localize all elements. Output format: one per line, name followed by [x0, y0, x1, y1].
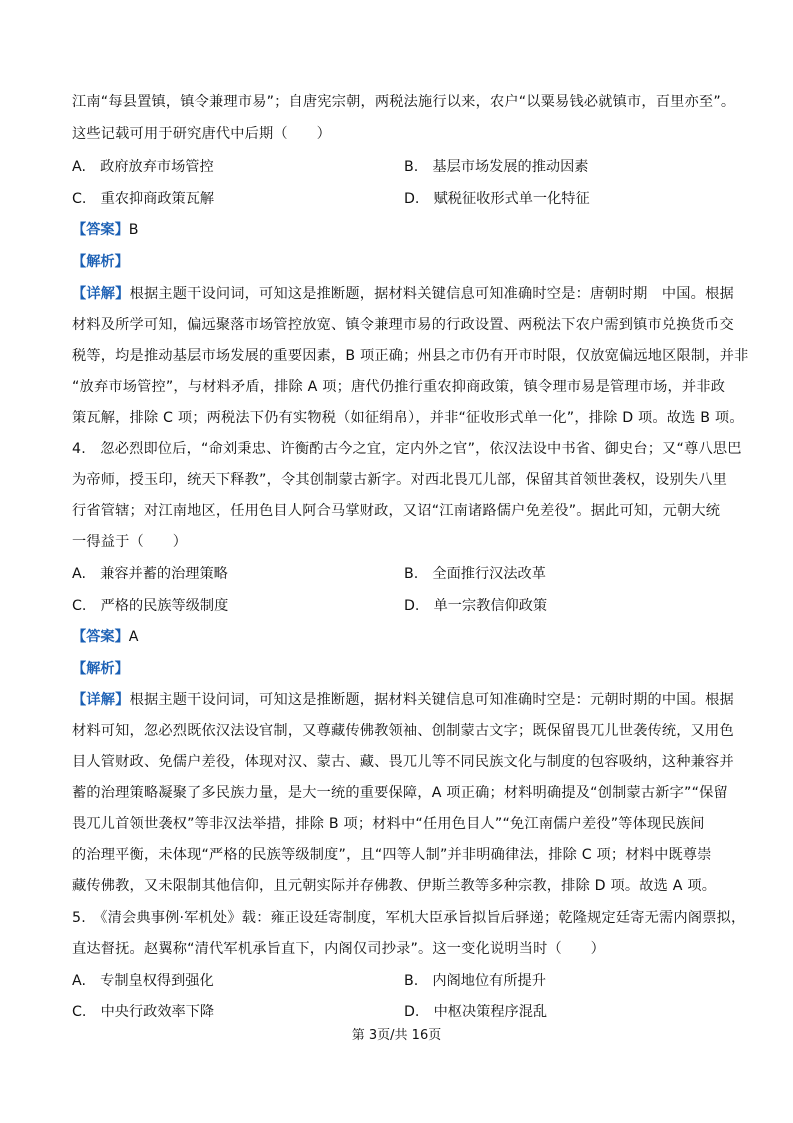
q4-option-c: C. 严格的民族等级制度 [72, 598, 229, 614]
q3-explain-line-1 [72, 284, 734, 304]
q3-stem-line-2: 这些记载可用于研究唐代中后期（ ） [72, 126, 331, 142]
page-footer: 第 3页/共 16页 [351, 1028, 442, 1043]
q3-explain-line-4: “放弃市场管控”，与材料矛盾，排除 A 项；唐代仍推行重农抑商政策，镇令理市易是管理市场，并非政 [72, 379, 726, 395]
q4-explain-text-1: 根据主题干设问词，可知这是推断题，据材料关键信息可知准确时空是：元朝时期的中国。根据 [129, 692, 734, 708]
q4-answer-tag: 【答案】 [72, 629, 129, 645]
q5-stem-line-2: 直达督抚。赵翼称“清代军机承旨直下，内阁仅司抄录”。这一变化说明当时（ ） [72, 941, 606, 957]
q3-answer-tag: 【答案】 [72, 222, 129, 238]
q4-explain-line-3: 目人管财政、免儒户差役，体现对汉、蒙古、藏、畏兀儿等不同民族文化与制度的包容吸纳，这种兼容并 [72, 754, 734, 770]
q3-option-d: D. 赋税征收形式单一化特征 [404, 191, 590, 207]
q3-answer-value: B [128, 222, 139, 238]
q4-option-d: D. 单一宗教信仰政策 [404, 598, 548, 614]
q4-stem-line-2: 为帝师，授玉印，统天下释教”，令其创制蒙古新字。对西北畏兀儿部，保留其首领世袭权，设别失八里 [72, 472, 727, 488]
q5-stem-line-1: 5. 《清会典事例·军机处》载：雍正设廷寄制度，军机大臣承旨拟旨后驿递；乾隆规定廷寄无需内阁票拟， [72, 910, 746, 926]
q3-explain-text-1: 根据主题干设问词，可知这是推断题，据材料关键信息可知准确时空是：唐朝时期 中国。根据 [129, 286, 734, 302]
q3-explain-line-3: 税等，均是推动基层市场发展的重要因素，B 项正确；州县之市仍有开市时限，仅放宽偏远地区限制，并非 [72, 348, 749, 364]
q4-explain-line-4: 蓄的治理策略凝聚了多民族力量，是大一统的重要保障，A 项正确；材料明确提及“创制蒙古新字”“保留 [72, 785, 728, 801]
q4-analysis-tag: 【解析】 [72, 661, 129, 677]
q3-stem-line-1: 江南“每县置镇，镇令兼理市易”；自唐宪宗朝，两税法施行以来，农户“以粟易钱必就镇市，百里亦至”。 [72, 94, 736, 110]
q3-option-a: A. 政府放弃市场管控 [72, 159, 214, 175]
q3-explain-line-2: 材料及所学可知，偏远聚落市场管控放宽、镇令兼理市易的行政设置、两税法下农户需到镇市兑换货币交 [72, 317, 734, 333]
q4-stem-line-1: 4. 忽必烈即位后，“命刘秉忠、许衡酌古今之宜，定内外之官”，依汉法设中书省、御史台；又“尊八思巴 [72, 441, 742, 457]
q5-option-b: B. 内阁地位有所提升 [404, 973, 546, 989]
q4-explain-line-5: 畏兀儿首领世袭权”等非汉法举措，排除 B 项；材料中“任用色目人”“免江南儒户差役”等体现民族间 [72, 816, 705, 832]
q4-explain-line-7: 藏传佛教，又未限制其他信仰，且元朝实际并存佛教、伊斯兰教等多种宗教，排除 D 项。故选 A 项。 [72, 878, 717, 894]
q4-explain-line-1 [72, 690, 734, 710]
q5-option-a: A. 专制皇权得到强化 [72, 973, 214, 989]
q4-answer-value: A [128, 629, 139, 645]
q4-option-a: A. 兼容并蓄的治理策略 [72, 566, 228, 582]
q3-option-b: B. 基层市场发展的推动因素 [404, 159, 589, 175]
q5-option-d: D. 中枢决策程序混乱 [404, 1004, 548, 1020]
q3-analysis-tag: 【解析】 [72, 254, 129, 270]
q4-explain-line-6: 的治理平衡，未体现“严格的民族等级制度”，且“四等人制”并非明确律法，排除 C 项；材料中既尊崇 [72, 847, 712, 863]
q3-explain-line-5: 策瓦解，排除 C 项；两税法下仍有实物税（如征绢帛），并非“征收形式单一化”，排除 D 项。故选 B 项。 [72, 410, 744, 426]
q4-explain-line-2: 材料可知，忽必烈既依汉法设官制，又尊藏传佛教领袖、创制蒙古文字；既保留畏兀儿世袭传统，又用色 [72, 723, 734, 739]
q4-detail-tag: 【详解】 [72, 692, 130, 708]
q3-option-c: C. 重农抑商政策瓦解 [72, 191, 215, 207]
q4-answer [72, 627, 138, 647]
q4-stem-line-3: 行省管辖；对江南地区，任用色目人阿合马掌财政，又诏“江南诸路儒户免差役”。据此可知，元朝大统 [72, 503, 721, 519]
q4-option-b: B. 全面推行汉法改革 [404, 566, 546, 582]
q3-answer [72, 220, 139, 240]
q5-option-c: C. 中央行政效率下降 [72, 1004, 215, 1020]
q4-stem-line-4: 一得益于（ ） [72, 534, 188, 550]
q3-detail-tag: 【详解】 [72, 286, 130, 302]
